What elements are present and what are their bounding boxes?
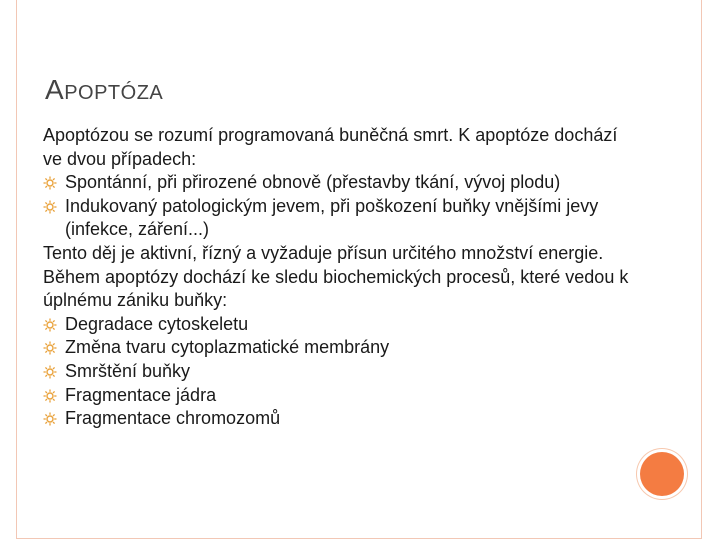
mid-line-3: úplnému zániku buňky:: [43, 290, 228, 311]
intro-line-2: ve dvou případech:: [43, 148, 197, 169]
slide-title: [45, 74, 163, 106]
title-rest: POPTÓZA: [64, 82, 164, 104]
process-list: [43, 313, 703, 431]
process-text: Fragmentace chromozomů: [65, 408, 281, 429]
process-text: Degradace cytoskeletu: [65, 313, 249, 334]
process-item: [43, 313, 703, 337]
sun-bullet-icon: [43, 389, 57, 403]
sun-bullet-icon: [43, 318, 57, 332]
sun-bullet-icon: [43, 341, 57, 355]
process-item: [43, 407, 703, 431]
sun-bullet-icon: [43, 176, 57, 190]
process-item: [43, 360, 703, 384]
case-text: Indukovaný patologickým jevem, při poškození buňky vnějšími jevy: [65, 195, 599, 216]
slide-body: [43, 124, 703, 431]
case-text-continuation: (infekce, záření...): [65, 219, 210, 240]
mid-line-1: Tento děj je aktivní, řízný a vyžaduje přísun určitého množství energie.: [43, 242, 604, 263]
process-text: Smrštění buňky: [65, 360, 191, 381]
intro-line-1: Apoptózou se rozumí programovaná buněčná smrt. K apoptóze dochází: [43, 125, 618, 145]
accent-circle: [640, 452, 684, 496]
process-text: Fragmentace jádra: [65, 384, 217, 405]
process-item: [43, 384, 703, 408]
process-text: Změna tvaru cytoplazmatické membrány: [65, 337, 390, 358]
sun-bullet-icon: [43, 200, 57, 214]
case-text: Spontánní, při přirozené obnově (přestavby tkání, vývoj plodu): [65, 172, 561, 193]
sun-bullet-icon: [43, 412, 57, 426]
process-item: [43, 336, 703, 360]
mid-line-2: Během apoptózy dochází ke sledu biochemických procesů, které vedou k: [43, 266, 629, 287]
sun-bullet-icon: [43, 365, 57, 379]
title-first-letter: A: [45, 74, 65, 105]
case-item-induced: [43, 195, 703, 242]
case-item-spontaneous: [43, 171, 703, 195]
